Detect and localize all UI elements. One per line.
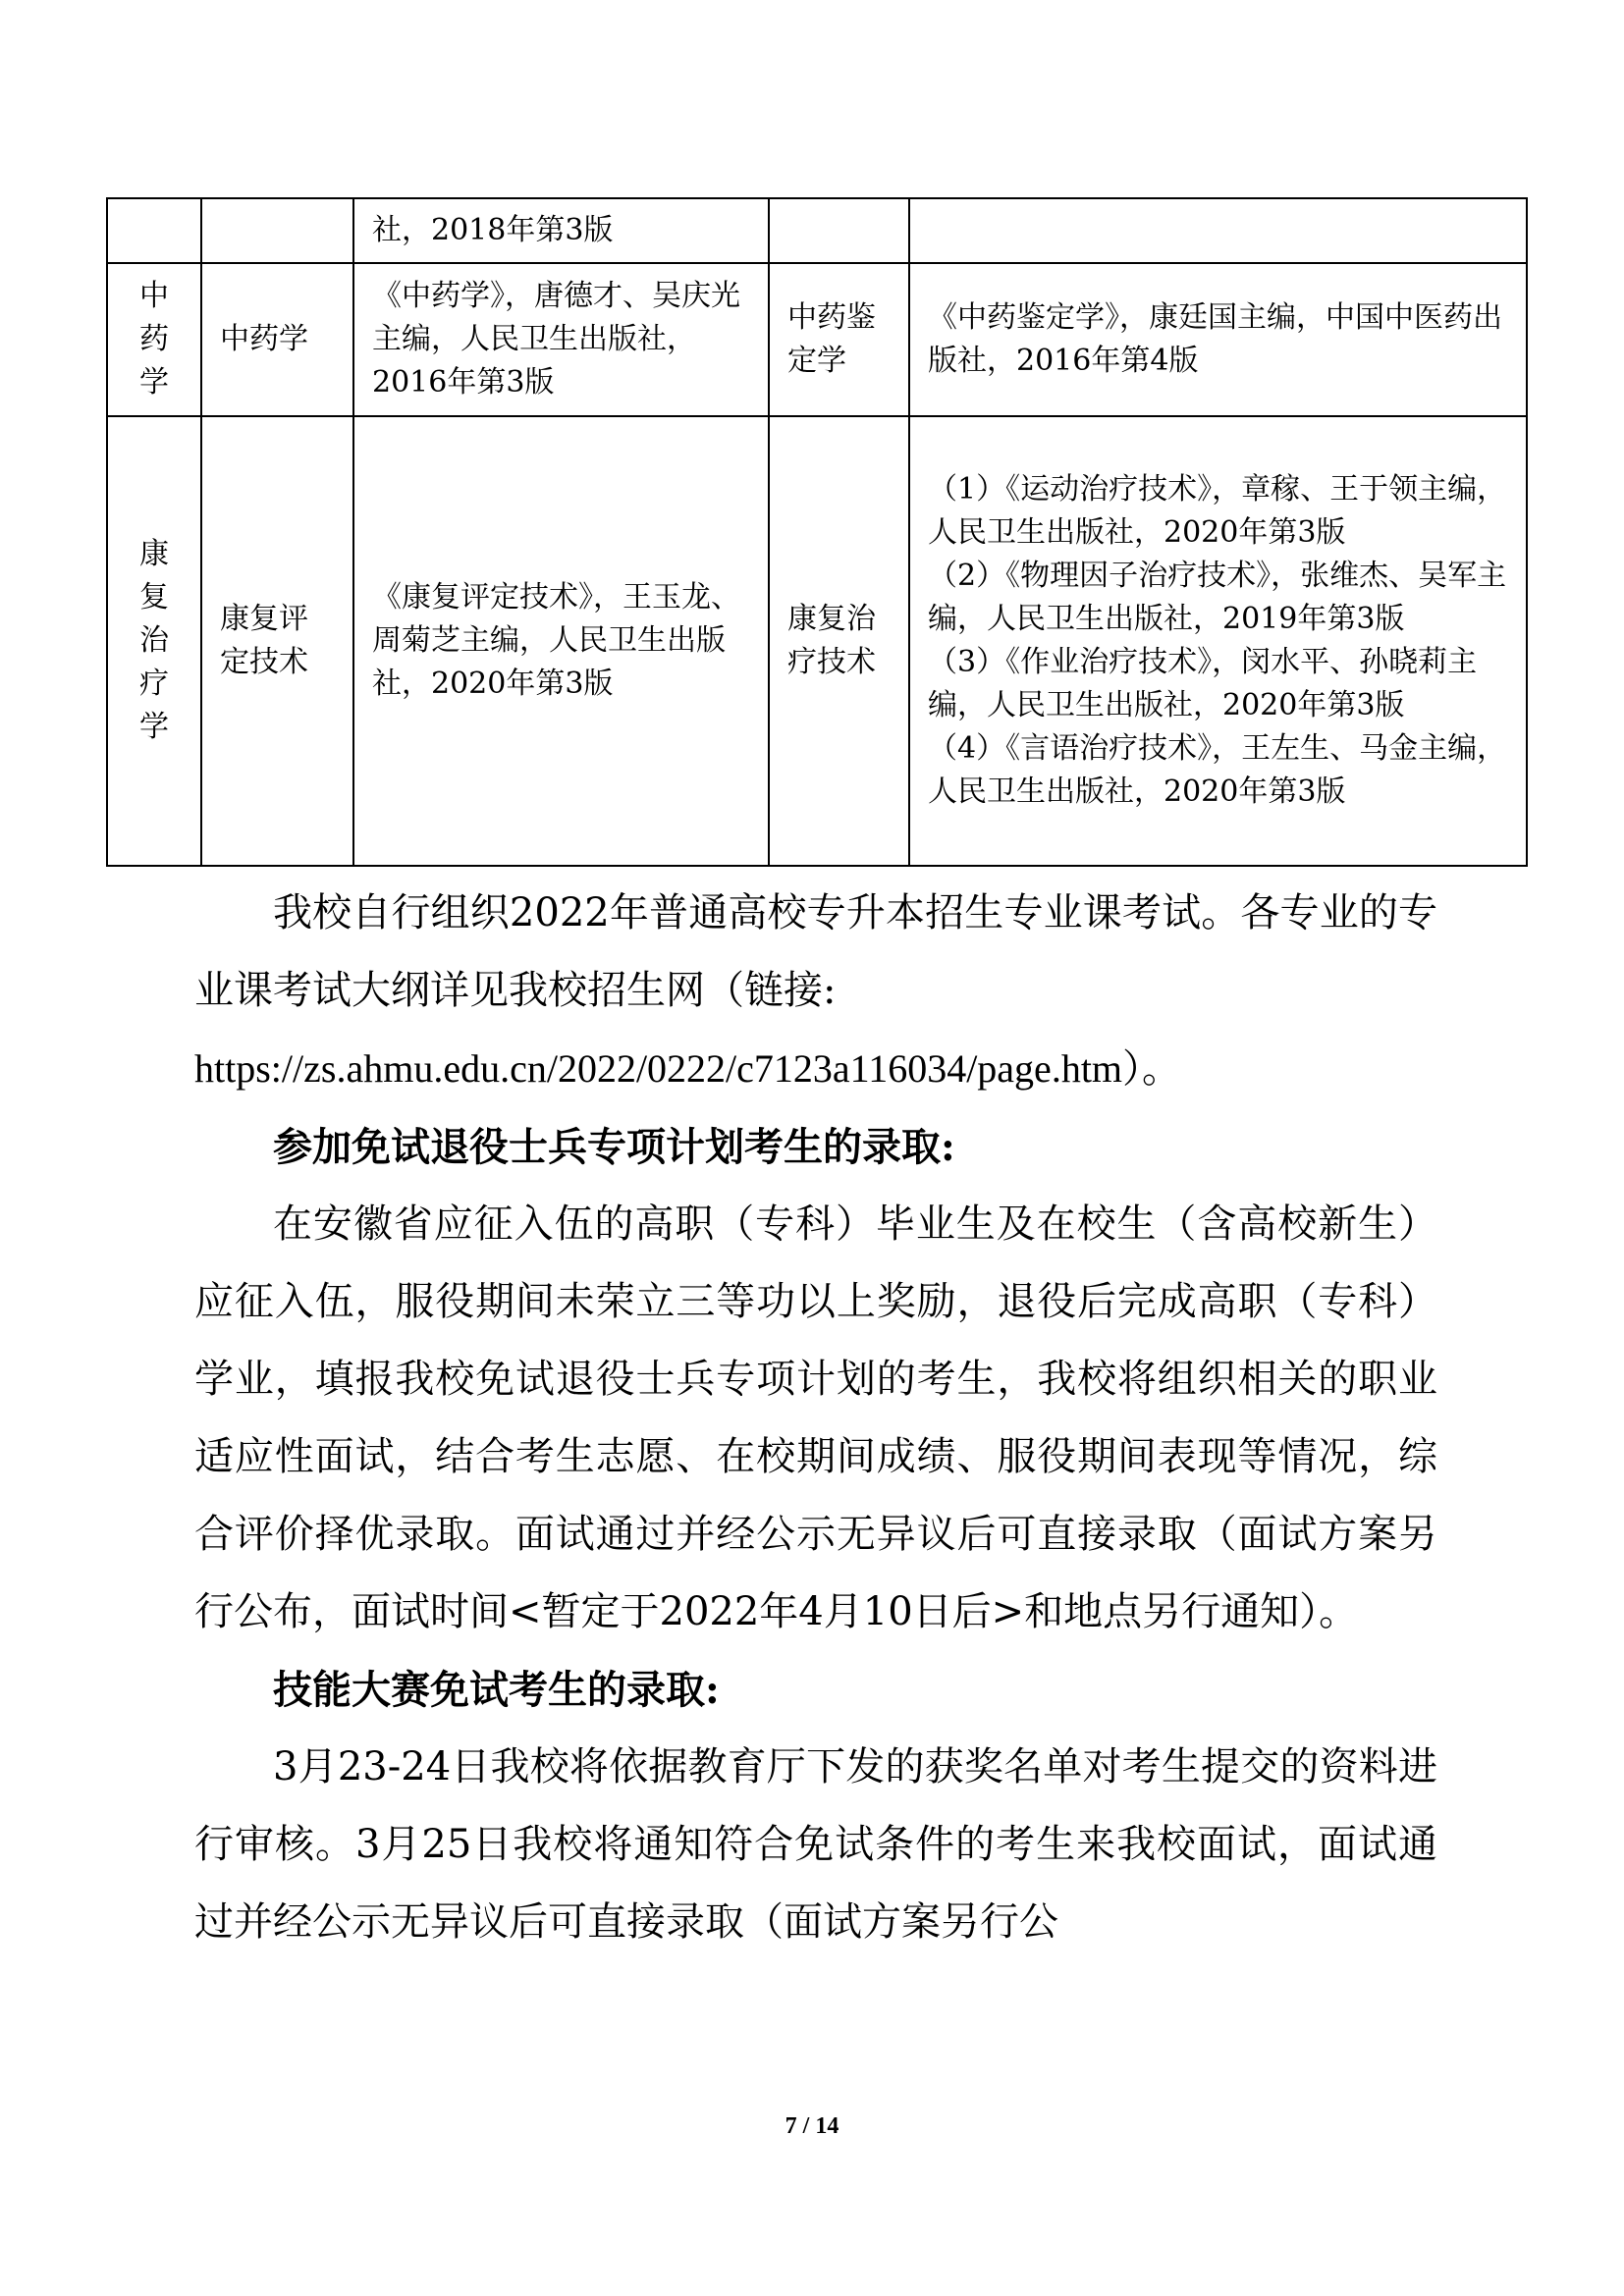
body-text xyxy=(194,875,1437,1961)
exam-organization-paragraph xyxy=(194,875,1437,1108)
page-number: 7 / 14 xyxy=(785,2113,839,2139)
review-book-entry: （1）《运动治疗技术》，章稼、王于领主编，人民卫生出版社，2020年第3版 xyxy=(928,472,1507,550)
review-course-cell: 中药鉴定学 xyxy=(769,263,909,416)
table-row xyxy=(107,263,1527,416)
major-cell xyxy=(107,198,201,263)
table-row xyxy=(107,198,1527,263)
review-book-entry: （2）《物理因子治疗技术》，张维杰、吴军主编，人民卫生出版社，2019年第3版 xyxy=(928,559,1507,636)
veteran-admission-heading: 参加免试退役士兵专项计划考生的录取: xyxy=(273,1124,955,1170)
admission-site-link[interactable]: https://zs.ahmu.edu.cn/2022/0222/c7123a116034/page.htm xyxy=(194,1046,1123,1091)
exam-course-cell: 中药学 xyxy=(201,263,353,416)
skills-contest-heading: 技能大赛免试考生的录取: xyxy=(273,1667,720,1713)
textbook-table xyxy=(106,197,1528,867)
exam-course-cell: 康复评定技术 xyxy=(201,416,353,866)
major-cell xyxy=(107,263,201,416)
review-course-cell: 康复治疗技术 xyxy=(769,416,909,866)
major-cell xyxy=(107,416,201,866)
exam-book-cell: 《康复评定技术》，王玉龙、周菊芝主编，人民卫生出版社，2020年第3版 xyxy=(353,416,769,866)
paragraph-text: 我校自行组织2022年普通高校专升本招生专业课考试。各专业的专业课考试大纲详见我校招生网（链接: xyxy=(194,890,1437,1013)
paragraph-end: ）。 xyxy=(1122,1046,1182,1092)
review-book-entry: 《中药鉴定学》，康廷国主编，中国中医药出版社，2016年第4版 xyxy=(928,300,1502,378)
review-book-entry: （4）《言语治疗技术》，王左生、马金主编，人民卫生出版社，2020年第3版 xyxy=(928,731,1507,809)
major-label: 中 药 学 xyxy=(139,279,169,400)
major-label: 康 复 治 疗 学 xyxy=(139,537,169,744)
exam-book-cell: 社，2018年第3版 xyxy=(353,198,769,263)
skills-contest-paragraph: 3月23-24日我校将依据教育厅下发的获奖名单对考生提交的资料进行审核。3月25日我校将通知符合免试条件的考生来我校面试，面试通过并经公示无异议后可直接录取（面试方案另行公 xyxy=(194,1744,1437,1945)
veteran-admission-paragraph: 在安徽省应征入伍的高职（专科）毕业生及在校生（含高校新生）应征入伍，服役期间未荣立三等功以上奖励，退役后完成高职（专科）学业，填报我校免试退役士兵专项计划的考生，我校将组织相关的职业适应性面试，结合考生志愿、在校期间成绩、服役期间表现等情况，综合评价择优录取。面试通过并经公示无异议后可直接录取（面试方案另行公布，面试时间<暂定于2022年4月10日后>和地点另行通知）。 xyxy=(194,1201,1437,1634)
exam-course-cell xyxy=(201,198,353,263)
review-course-cell xyxy=(769,198,909,263)
review-books-cell xyxy=(909,263,1527,416)
table-row xyxy=(107,416,1527,866)
exam-book-cell: 《中药学》，唐德才、吴庆光主编，人民卫生出版社，2016年第3版 xyxy=(353,263,769,416)
review-books-cell xyxy=(909,198,1527,263)
review-book-entry: （3）《作业治疗技术》，闵水平、孙晓莉主编，人民卫生出版社，2020年第3版 xyxy=(928,645,1478,722)
review-books-cell xyxy=(909,416,1527,866)
